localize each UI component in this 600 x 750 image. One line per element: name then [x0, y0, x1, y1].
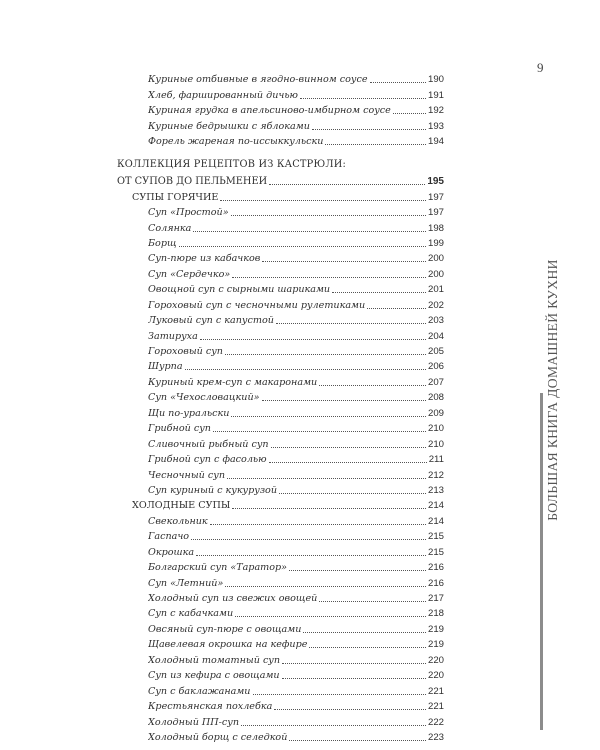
entry-title: Суп «Сердечко» [148, 268, 231, 280]
entry-title: Грибной суп с фасолью [148, 454, 267, 466]
dot-leader [303, 632, 426, 633]
dot-leader [235, 616, 426, 617]
toc-entry[interactable] [101, 311, 444, 326]
chapter-title-line2: ОТ СУПОВ ДО ПЕЛЬМЕНЕЙ [117, 176, 268, 188]
entry-page: 202 [427, 299, 444, 311]
entry-title: Грибной суп [148, 423, 211, 435]
dot-leader [225, 586, 426, 587]
page-number: 9 [537, 60, 544, 75]
entry-title: Куриные отбивные в ягодно-винном соусе [148, 74, 368, 86]
dot-leader [393, 113, 426, 114]
entry-page: 215 [427, 546, 444, 558]
entry-title: Холодный томатный суп [148, 654, 281, 666]
dot-leader [300, 98, 426, 99]
toc-entry[interactable] [101, 342, 444, 357]
entry-page: 199 [427, 237, 444, 249]
entry-title: Овощной суп с сырными шариками [148, 284, 331, 296]
dot-leader [231, 416, 426, 417]
entry-title: Чесночный суп [148, 469, 226, 481]
entry-title: Форель жареная по-иссыккульски [148, 136, 324, 148]
entry-title: Гороховый суп [148, 346, 223, 357]
dot-leader [312, 129, 426, 130]
entry-page: 219 [427, 639, 444, 651]
dot-leader [232, 508, 426, 509]
dot-leader [210, 524, 426, 525]
entry-title: Щавелевая окрошка на кефире [148, 639, 308, 651]
dot-leader [262, 400, 426, 401]
entry-title: Суп «Чехословацкий» [148, 392, 260, 404]
toc-entry[interactable] [101, 357, 444, 372]
section-title: ХОЛОДНЫЕ СУПЫ [132, 500, 231, 512]
entry-page: 216 [427, 562, 444, 574]
entry-page: 205 [427, 346, 444, 357]
toc-entry[interactable] [101, 295, 444, 310]
entry-title: Суп «Летний» [148, 577, 224, 589]
dot-leader [274, 709, 426, 710]
entry-page: 209 [427, 407, 444, 419]
entry-title: Шурпа [148, 361, 183, 373]
dot-leader [279, 493, 426, 494]
toc-entry[interactable] [101, 511, 444, 526]
dot-leader [276, 323, 426, 324]
toc-entry[interactable] [101, 650, 444, 665]
entry-title: Гаспачо [148, 531, 190, 543]
entry-page: 200 [427, 268, 444, 280]
toc-group-cold-soups [101, 511, 444, 743]
dot-leader [309, 647, 426, 648]
toc-entry[interactable] [101, 85, 444, 100]
entry-page: 206 [427, 361, 444, 373]
entry-title: Щи по-уральски [148, 407, 230, 419]
dot-leader [200, 339, 426, 340]
toc-entry[interactable] [101, 203, 444, 218]
toc-entry[interactable] [101, 234, 444, 249]
toc-entry[interactable] [101, 465, 444, 480]
chapter-heading [101, 158, 444, 171]
dot-leader [269, 462, 427, 463]
entry-page: 203 [427, 315, 444, 327]
dot-leader [269, 184, 425, 185]
entry-title: Куриная грудка в апельсиново-имбирном соусе [148, 105, 391, 117]
toc-entry[interactable] [101, 264, 444, 279]
section-entry-hot[interactable] [101, 187, 444, 202]
toc-entry[interactable] [101, 280, 444, 295]
dot-leader [319, 601, 426, 602]
entry-title: Суп с баклажанами [148, 685, 251, 697]
entry-page: 192 [427, 105, 444, 117]
toc-entry[interactable] [101, 434, 444, 449]
dot-leader [289, 740, 426, 741]
toc-entry[interactable] [101, 697, 444, 712]
entry-title: Сливочный рыбный суп [148, 438, 269, 450]
toc-entry[interactable] [101, 481, 444, 496]
entry-title: Суп-пюре из кабачков [148, 253, 261, 265]
section-title: СУПЫ ГОРЯЧИЕ [132, 191, 219, 203]
entry-page: 204 [427, 330, 444, 342]
dot-leader [253, 694, 426, 695]
entry-title: Овсяный суп-пюре с овощами [148, 623, 302, 635]
entry-title: Холодный борщ с селедкой [148, 731, 288, 743]
dot-leader [231, 215, 426, 216]
dot-leader [282, 663, 426, 664]
toc-entry[interactable] [101, 681, 444, 696]
dot-leader [370, 82, 426, 83]
toc-entry[interactable] [101, 116, 444, 131]
toc-entry[interactable] [101, 604, 444, 619]
dot-leader [213, 431, 426, 432]
dot-leader [367, 308, 426, 309]
entry-page: 190 [427, 74, 444, 86]
entry-title: Солянка [148, 222, 192, 234]
dot-leader [185, 369, 426, 370]
dot-leader [191, 539, 426, 540]
toc-entry[interactable] [101, 403, 444, 418]
toc-entry[interactable] [101, 666, 444, 681]
toc-group-poultry [101, 70, 444, 147]
entry-title: Болгарский суп «Таратор» [148, 562, 288, 574]
entry-page: 218 [427, 608, 444, 620]
chapter-entry[interactable] [101, 171, 444, 187]
entry-page: 217 [427, 593, 444, 604]
entry-page: 193 [427, 120, 444, 132]
toc-entry[interactable] [101, 388, 444, 403]
entry-page: 210 [427, 438, 444, 450]
toc-group-hot-soups [101, 203, 444, 496]
dot-leader [196, 555, 426, 556]
chapter-title-line1: КОЛЛЕКЦИЯ РЕЦЕПТОВ ИЗ КАСТРЮЛИ: [117, 159, 346, 171]
toc-entry[interactable] [101, 450, 444, 465]
entry-title: Окрошка [148, 546, 195, 558]
entry-title: Холодный ПП-суп [148, 716, 240, 728]
toc-entry[interactable] [101, 372, 444, 387]
toc-entry[interactable] [101, 132, 444, 147]
toc-entry[interactable] [101, 249, 444, 264]
toc-entry[interactable] [101, 635, 444, 650]
dot-leader [282, 678, 426, 679]
entry-title: Куриные бедрышки с яблоками [148, 120, 310, 132]
entry-page: 212 [427, 469, 444, 481]
entry-title: Холодный суп из свежих овощей [148, 593, 318, 604]
toc-entry[interactable] [101, 419, 444, 434]
section-page: 214 [427, 500, 444, 512]
side-rule [540, 393, 543, 730]
entry-page: 223 [427, 731, 444, 743]
entry-title: Луковый суп с капустой [148, 315, 274, 327]
dot-leader [220, 200, 426, 201]
chapter-page: 195 [427, 176, 444, 188]
entry-page: 198 [427, 222, 444, 234]
table-of-contents [101, 70, 444, 743]
entry-page: 191 [427, 89, 444, 101]
entry-page: 197 [427, 207, 444, 219]
dot-leader [232, 277, 426, 278]
toc-entry[interactable] [101, 558, 444, 573]
toc-entry[interactable] [101, 728, 444, 743]
entry-page: 214 [427, 515, 444, 527]
toc-entry[interactable] [101, 218, 444, 233]
dot-leader [225, 354, 426, 355]
dot-leader [179, 246, 426, 247]
entry-page: 207 [427, 376, 444, 388]
entry-title: Хлеб, фаршированный дичью [148, 89, 299, 101]
entry-page: 221 [427, 701, 444, 713]
entry-page: 220 [427, 670, 444, 682]
toc-entry[interactable] [101, 619, 444, 634]
entry-title: Свекольник [148, 515, 208, 527]
dot-leader [332, 292, 426, 293]
entry-page: 213 [427, 484, 444, 496]
dot-leader [241, 725, 426, 726]
dot-leader [289, 570, 426, 571]
toc-entry[interactable] [101, 542, 444, 557]
entry-page: 201 [427, 284, 444, 296]
toc-entry[interactable] [101, 70, 444, 85]
dot-leader [319, 385, 426, 386]
entry-title: Суп «Простой» [148, 207, 229, 219]
toc-entry[interactable] [101, 326, 444, 341]
entry-title: Суп с кабачками [148, 608, 234, 620]
entry-title: Затируха [148, 330, 198, 342]
entry-page: 220 [427, 654, 444, 666]
entry-page: 210 [427, 423, 444, 435]
entry-page: 194 [427, 136, 444, 148]
dot-leader [227, 478, 426, 479]
toc-entry[interactable] [101, 527, 444, 542]
entry-page: 221 [427, 685, 444, 697]
dot-leader [325, 144, 426, 145]
section-page: 197 [427, 191, 444, 203]
entry-page: 208 [427, 392, 444, 404]
entry-title: Суп из кефира с овощами [148, 670, 280, 682]
running-head-text: БОЛЬШАЯ КНИГА ДОМАШНЕЙ КУХНИ [545, 259, 560, 521]
dot-leader [193, 231, 426, 232]
entry-title: Борщ [148, 237, 177, 249]
toc-entry[interactable] [101, 589, 444, 604]
dot-leader [271, 447, 426, 448]
entry-page: 215 [427, 531, 444, 543]
entry-title: Гороховый суп с чесночными рулетиками [148, 299, 366, 311]
toc-entry[interactable] [101, 712, 444, 727]
entry-page: 222 [427, 716, 444, 728]
entry-page: 216 [427, 577, 444, 589]
toc-entry[interactable] [101, 101, 444, 116]
dot-leader [262, 261, 426, 262]
entry-title: Куриный крем-суп с макаронами [148, 376, 318, 388]
entry-page: 219 [427, 623, 444, 635]
entry-page: 211 [428, 454, 444, 466]
entry-title: Крестьянская похлебка [148, 701, 273, 713]
entry-page: 200 [427, 253, 444, 265]
section-entry-cold[interactable] [101, 496, 444, 511]
entry-title: Суп куриный с кукурузой [148, 484, 278, 496]
toc-entry[interactable] [101, 573, 444, 588]
